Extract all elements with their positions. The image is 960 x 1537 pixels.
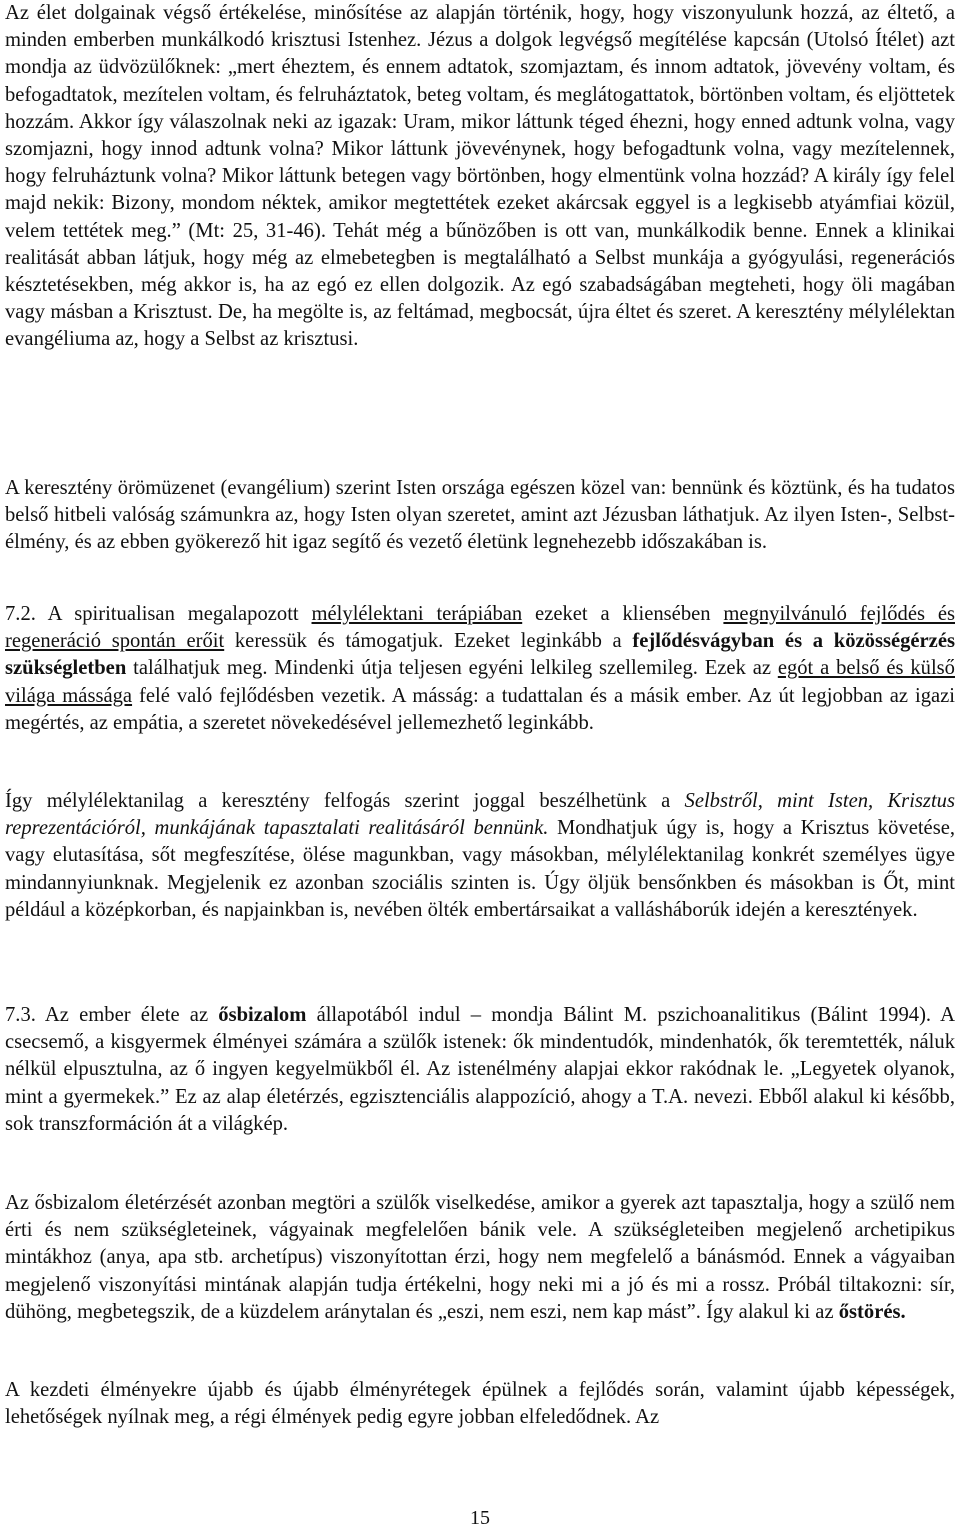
- bold-phrase: őstörés.: [838, 1300, 906, 1323]
- text-segment: 7.2. A spiritualisan megalapozott: [5, 603, 312, 625]
- paragraph-7-2: [5, 601, 955, 737]
- text-segment: állapotából indul – mondja Bálint M. pszichoanalitikus (Bálint 1994). A csecsemő, a kisgyermek élményei számára a szülők istenek: ők mindentudók, mindenhatók, ők teremtették, náluk nélkül elpusztulna, az ő ingyen kegyelmükből él. Az istenélmény alapjai ekkor rakódnak le. „Legyetek olyanok, mint a gyermekek.” Ez az alap életérzés, egzisztenciális alappozíció, ahogy a T.A. nevezi. Ebből alakul ki később, sok transzformáción át a világkép.: [5, 1004, 955, 1135]
- paragraph-last-judgment: Az élet dolgainak végső értékelése, minősítése az alapján történik, hogy, hogy viszonyulunk hozzá, az éltető, a minden emberben munkálkodó krisztusi Istenhez. Jézus a dolgok legvégső megítélése kapcsán (Utolsó Ítélet) azt mondja az üdvözülőknek: „mert éheztem, és ennem adtatok, szomjaztam, és innom adtatok, jövevény voltam, és befogadtatok, mezítelen voltam, és felruháztatok, beteg voltam, és meglátogattatok, börtönben voltam, és eljöttetek hozzám. Akkor így válaszolnak neki az igazak: Uram, mikor láttunk téged éhezni, hogy enned adtunk volna, vagy szomjazni, hogy innod adtunk volna? Mikor láttunk jövevénynek, hogy befogadtunk volna, vagy mezítelennek, hogy felruháztunk volna? Mikor láttunk betegen vagy börtönben, hogy elmentünk volna hozzád? A király így felel majd nekik: Bizony, mondom néktek, amikor megtettétek ezeket akárcsak eggyel is a legkisebb atyámfiai közül, velem tettétek meg.” (Mt: 25, 31-46). Tehát még a bűnözőben is ott van, munkálkodik benne. Ennek a klinikai realitását abban látjuk, hogy még az elmebetegben is megtalálható a Selbst munkája a gyógyulási, regenerációs késztetésekben, még akkor is, ha az egó ez ellen dolgozik. Az egó szabadságában megteheti, hogy öli magában vagy másban a Krisztust. De, ha megölte is, az feltámad, megbocsát, újra éltet és szeret. A keresztény mélylélektan evangéliuma az, hogy a Selbst az krisztusi.: [5, 2, 955, 351]
- paragraph-selbst-christ: [5, 788, 955, 924]
- bold-phrase: fejlődésvágyban és a közösségérzés szükségletben: [5, 630, 955, 680]
- text-segment: 7.3. Az ember élete az: [5, 1004, 219, 1026]
- text-segment: Mondhatjuk úgy is, hogy a Krisztus követése, vagy elutasítása, sőt megfeszítése, ölése magunkban, vagy másokban, mélylélektanilag konkrét személyes ügye mindannyiunknak. Megjelenik ez azonban szociális szinten is. Úgy öljük bensőnkben és másokban is Őt, mint például a középkorban, és napjainkban is, nevében ölték embertársaikat a vallásháborúk idején a keresztények.: [5, 817, 956, 921]
- text-segment: Az ősbizalom életérzését azonban megtöri a szülők viselkedése, amikor a gyerek azt tapasztalja, hogy a szülő nem érti és nem szükségleteinek, vágyainak megfelelően bánik vele. A szükségleteiben megjelenő archetipikus mintákhoz (anya, apa stb. archetípus) viszonyítottan érzi, hogy nem megfelelő a bánásmód. Ennek a vágyaiban megjelenő viszonyítási mintának alapján tudja értékelni, hogy neki mi a jó és mi a rossz. Próbál tiltakozni: sír, dühöng, megbetegszik, de a küzdelem aránytalan és „eszi, nem eszi, nem kap mást”. Így alakul ki az: [5, 1192, 955, 1323]
- paragraph-7-3: [5, 1002, 955, 1138]
- underlined-phrase: megnyilvánuló fejlődés és regeneráció spontán erőit: [5, 603, 955, 653]
- italic-phrase: Selbstről, mint Isten, Krisztus reprezentációról, munkájának tapasztalati realitásáról bennünk.: [5, 790, 955, 840]
- bold-phrase: ősbizalom: [218, 1004, 307, 1026]
- paragraph-experience-layers: A kezdeti élményekre újabb és újabb élményrétegek épülnek a fejlődés során, valamint újabb képességek, lehetőségek nyílnak meg, a régi élmények pedig egyre jobban elfeledődnek. Az: [5, 1379, 955, 1429]
- underlined-phrase: egót a belső és külső világa mássága: [5, 657, 955, 707]
- text-segment: keressük és támogatjuk. Ezeket leginkább a: [224, 630, 633, 653]
- text-segment: felé való fejlődésben vezetik. A másság: a tudattalan és a másik ember. Az út legjobban az igazi megértés, az empátia, a szeretet növekedésével jellemezhető leginkább.: [5, 684, 956, 734]
- text-segment: ezeket a kliensében: [522, 603, 724, 625]
- underlined-phrase: mélylélektani terápiában: [311, 603, 523, 625]
- paragraph-gospel: A keresztény örömüzenet (evangélium) szerint Isten országa egészen közel van: bennünk és köztünk, és ha tudatos belső hitbeli valóság számunkra az, hogy Isten olyan szeretet, amint azt Jézusban láthatjuk. Az ilyen Isten-, Selbst-élmény, és az ebben gyökerező hit igaz segítő és vezető életünk legnehezebb időszakában is.: [5, 477, 955, 554]
- page-number: 15: [470, 1507, 490, 1529]
- text-segment: Így mélylélektanilag a keresztény felfogás szerint joggal beszélhetünk a: [5, 790, 685, 812]
- paragraph-basic-trust: [5, 1190, 955, 1326]
- text-segment: találhatjuk meg. Mindenki útja teljesen egyéni lelkileg szellemileg. Ezek az: [126, 657, 778, 680]
